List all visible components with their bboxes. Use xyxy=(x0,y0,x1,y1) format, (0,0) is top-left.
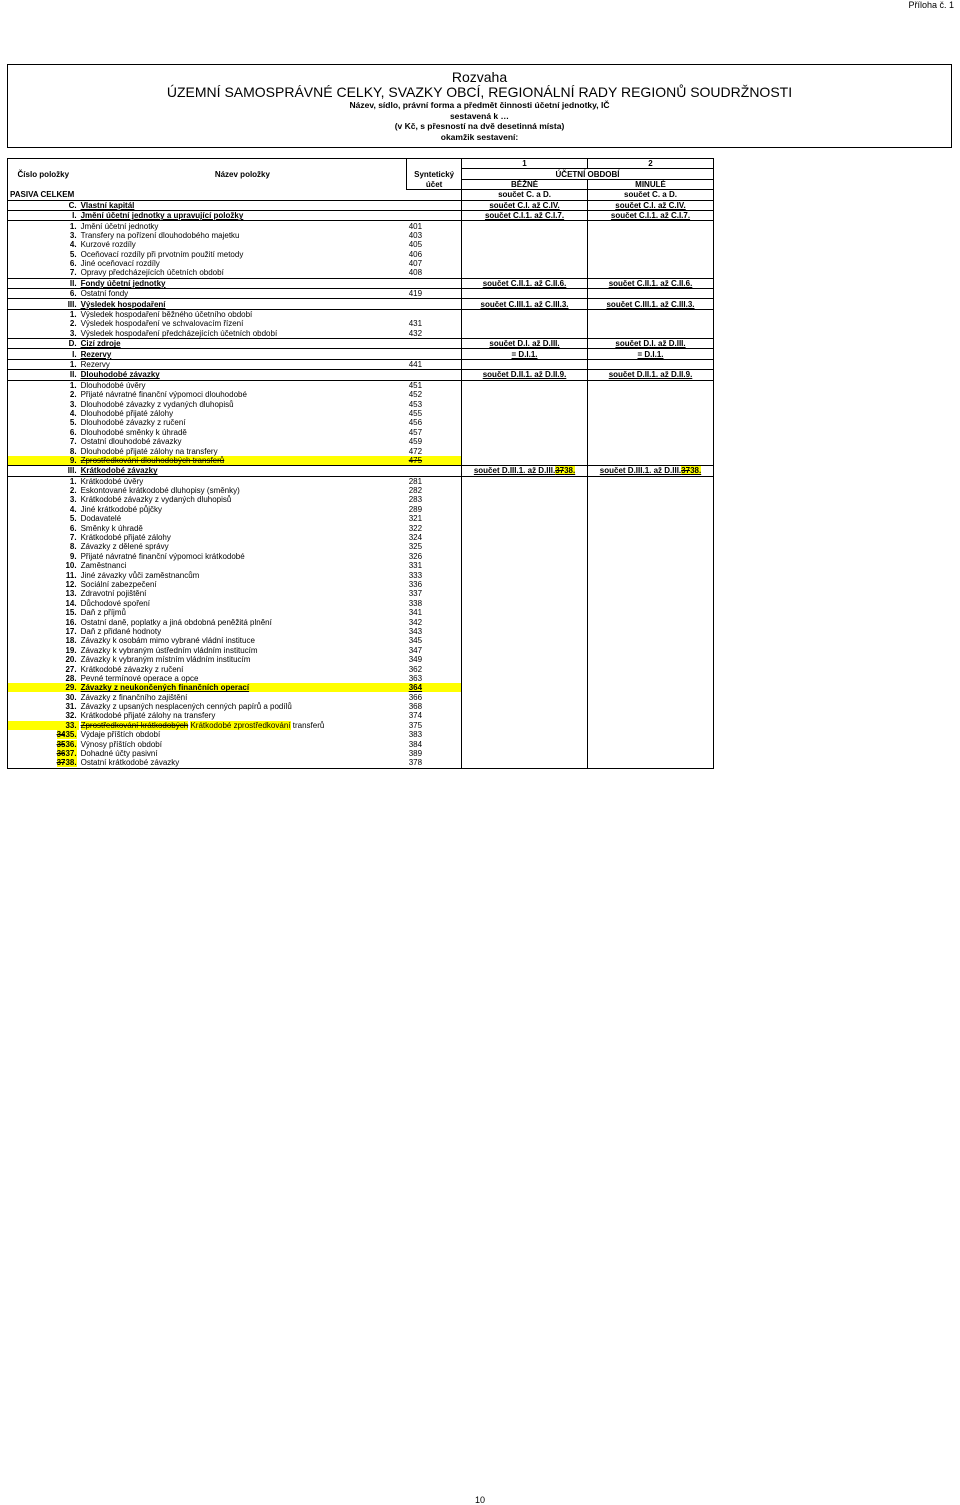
item-name: Jiné závazky vůči zaměstnancům xyxy=(80,570,200,580)
previous-period-value: součet C.I.1. až C.I.7. xyxy=(588,210,714,220)
account-number: 321 xyxy=(407,514,462,523)
account-number: 403 xyxy=(407,231,462,240)
item-number: 30. xyxy=(8,692,79,701)
account-number: 343 xyxy=(407,627,462,636)
section-row xyxy=(8,349,714,359)
item-number: II. xyxy=(8,370,79,380)
number-deleted: 37 xyxy=(56,758,66,768)
item-number: III. xyxy=(8,299,79,309)
item-number: 19. xyxy=(8,646,79,655)
item-number: 7. xyxy=(8,533,79,542)
account-number: 408 xyxy=(407,268,462,278)
item-name: Závazky k osobám mimo vybrané vládní instituce xyxy=(80,636,255,646)
item-row xyxy=(8,319,714,328)
formula-deleted: 37 xyxy=(555,466,565,476)
item-number: 6. xyxy=(8,259,79,268)
section-row xyxy=(8,466,714,476)
account-number: 455 xyxy=(407,409,462,418)
item-number: 16. xyxy=(8,617,79,626)
item-name: Krátkodobé závazky xyxy=(79,466,407,476)
item-number: 4. xyxy=(8,240,79,249)
item-row xyxy=(8,221,714,231)
item-row xyxy=(8,711,714,720)
item-name: Dlouhodobé závazky xyxy=(79,370,407,380)
item-name: Dlouhodobé závazky z vydaných dluhopisů xyxy=(80,399,234,409)
item-name: Jiné krátkodobé půjčky xyxy=(80,504,162,514)
account-number: 457 xyxy=(407,428,462,437)
item-row xyxy=(8,231,714,240)
item-row xyxy=(8,552,714,561)
item-row xyxy=(8,456,714,466)
item-name: Závazky k vybraným ústředním vládním institucím xyxy=(80,645,258,655)
item-number: 10. xyxy=(8,561,79,570)
account-number: 406 xyxy=(407,250,462,259)
item-number: 4. xyxy=(8,409,79,418)
item-number: 3. xyxy=(8,231,79,240)
current-period-value xyxy=(462,466,588,476)
name-rest: transferů xyxy=(292,720,325,730)
formula-inserted: 38. xyxy=(564,466,576,476)
number-deleted: 36 xyxy=(56,749,66,759)
compiled-as-of: sestavená k … xyxy=(449,110,510,121)
item-number: 3. xyxy=(8,329,79,339)
item-row xyxy=(8,446,714,455)
number-inserted: 35. xyxy=(65,730,77,740)
currency-note: (v Kč, s přesností na dvě desetinná místa) xyxy=(394,121,565,131)
item-number: 3. xyxy=(8,495,79,504)
account-number: 281 xyxy=(407,476,462,486)
item-row xyxy=(8,674,714,683)
item-number: 3. xyxy=(8,399,79,408)
item-name: Výsledek hospodaření xyxy=(79,299,407,309)
item-name: Dlouhodobé přijaté zálohy na transfery xyxy=(80,446,218,456)
item-name: Jmění účetní jednotky a upravující položky xyxy=(79,210,407,220)
item-name: Výdaje příštích období xyxy=(80,730,161,740)
account-number: 322 xyxy=(407,523,462,532)
totals-previous: součet C. a D. xyxy=(588,190,714,200)
item-name: Krátkodobé přijaté zálohy na transfery xyxy=(80,711,216,721)
account-number: 378 xyxy=(407,758,462,768)
item-number: 6. xyxy=(8,428,79,437)
previous-period-value: součet D.I. až D.III. xyxy=(588,339,714,349)
section-row xyxy=(8,370,714,380)
account-number: 475 xyxy=(407,456,462,466)
header-row-numbers xyxy=(8,159,714,169)
current-period-value: součet C.I.1. až C.I.7. xyxy=(462,210,588,220)
item-number: 1. xyxy=(8,309,79,319)
item-number xyxy=(8,758,79,768)
formula-deleted: 37 xyxy=(681,466,691,476)
account-number: 326 xyxy=(407,552,462,561)
item-row xyxy=(8,289,714,299)
item-name: Závazky z upsaných nesplacených cenných papírů a podílů xyxy=(80,702,292,712)
current-period-value: = D.I.1. xyxy=(462,349,588,359)
section-row xyxy=(8,299,714,309)
item-number: 2. xyxy=(8,319,79,328)
account-number: 362 xyxy=(407,664,462,673)
item-row xyxy=(8,428,714,437)
item-name: Vlastní kapitál xyxy=(79,200,407,210)
account-number: 419 xyxy=(407,289,462,299)
item-name: Transfery na pořízení dlouhodobého majetku xyxy=(80,230,240,240)
account-number: 374 xyxy=(407,711,462,720)
item-row xyxy=(8,570,714,579)
item-name: Zaměstnanci xyxy=(80,561,127,571)
item-number: 6. xyxy=(8,289,79,299)
item-name: Sociální zabezpečení xyxy=(80,579,157,589)
item-name: Dlouhodobé úvěry xyxy=(80,380,146,390)
item-number: 20. xyxy=(8,655,79,664)
account-number: 289 xyxy=(407,505,462,514)
item-number xyxy=(8,749,79,758)
account-number: 331 xyxy=(407,561,462,570)
item-row xyxy=(8,390,714,399)
item-number: 18. xyxy=(8,636,79,645)
item-number: 1. xyxy=(8,221,79,231)
item-name: Zdravotní pojištění xyxy=(80,589,147,599)
header-col-1: 1 xyxy=(462,159,588,169)
account-number: 368 xyxy=(407,702,462,711)
number-deleted: 35 xyxy=(56,739,66,749)
item-row xyxy=(8,692,714,701)
header-col-2: 2 xyxy=(588,159,714,169)
item-number: 8. xyxy=(8,542,79,551)
previous-period-value: součet C.I. až C.IV. xyxy=(588,200,714,210)
header-previous: MINULÉ xyxy=(588,179,714,189)
item-number: D. xyxy=(8,339,79,349)
account-number: 459 xyxy=(407,437,462,446)
account-number: 375 xyxy=(407,721,462,730)
totals-row xyxy=(8,190,714,200)
item-number: 17. xyxy=(8,627,79,636)
item-name: Rezervy xyxy=(79,359,407,369)
account-number: 472 xyxy=(407,446,462,455)
item-name: Ostatní daně, poplatky a jiná obdobná peněžitá plnění xyxy=(80,617,272,627)
item-number xyxy=(8,730,79,739)
item-number: 12. xyxy=(8,580,79,589)
title-box xyxy=(7,64,952,148)
item-number: 9. xyxy=(8,456,79,466)
item-number: III. xyxy=(8,466,79,476)
account-number: 342 xyxy=(407,617,462,626)
item-row xyxy=(8,359,714,369)
account-number: 347 xyxy=(407,646,462,655)
account-number: 384 xyxy=(407,739,462,748)
formula-inserted: 38. xyxy=(690,466,702,476)
item-row xyxy=(8,580,714,589)
item-number: 14. xyxy=(8,599,79,608)
section-row xyxy=(8,210,714,220)
item-name: Výnosy příštích období xyxy=(80,739,162,749)
account-number: 431 xyxy=(407,319,462,328)
item-name: Výsledek hospodaření běžného účetního období xyxy=(80,310,253,320)
item-number: 5. xyxy=(8,418,79,427)
account-number: 383 xyxy=(407,730,462,739)
account-number: 325 xyxy=(407,542,462,551)
item-name: Daň z příjmů xyxy=(80,608,126,618)
item-number: 32. xyxy=(8,711,79,720)
item-name: Fondy účetní jednotky xyxy=(79,278,407,288)
item-number: 29. xyxy=(8,683,79,692)
number-inserted: 36. xyxy=(65,739,77,749)
previous-period-value: součet C.III.1. až C.III.3. xyxy=(588,299,714,309)
item-name: Cizí zdroje xyxy=(79,339,407,349)
item-number: C. xyxy=(8,200,79,210)
item-number: 8. xyxy=(8,446,79,455)
item-number: 5. xyxy=(8,514,79,523)
item-name: Dlouhodobé směnky k úhradě xyxy=(80,427,187,437)
item-number: 7. xyxy=(8,268,79,278)
item-row xyxy=(8,542,714,551)
item-number: 28. xyxy=(8,674,79,683)
item-row xyxy=(8,749,714,758)
item-number: 6. xyxy=(8,523,79,532)
previous-period-value: = D.I.1. xyxy=(588,349,714,359)
item-name: Ostatní fondy xyxy=(79,289,407,299)
item-row xyxy=(8,617,714,626)
item-name: Důchodové spoření xyxy=(80,598,150,608)
item-number: 27. xyxy=(8,664,79,673)
section-row xyxy=(8,339,714,349)
document-title: Rozvaha xyxy=(451,69,508,85)
item-number: 13. xyxy=(8,589,79,598)
item-name: Pevné termínové operace a opce xyxy=(80,673,199,683)
current-period-value: součet C.I. až C.IV. xyxy=(462,200,588,210)
item-row xyxy=(8,476,714,486)
item-row xyxy=(8,259,714,268)
item-name: Závazky z dělené správy xyxy=(80,542,169,552)
account-number: 405 xyxy=(407,240,462,249)
item-name: Dlouhodobé závazky z ručení xyxy=(80,418,186,428)
item-name: Výsledek hospodaření předcházejících účetních období xyxy=(79,329,407,339)
item-row xyxy=(8,486,714,495)
item-row xyxy=(8,309,714,319)
item-number: 1. xyxy=(8,476,79,486)
item-name: Dohadné účty pasivní xyxy=(80,749,158,759)
name-deleted: Zprostředkování krátkodobých xyxy=(80,720,189,730)
item-number: 7. xyxy=(8,437,79,446)
page-number: 10 xyxy=(474,1495,485,1505)
item-number: 2. xyxy=(8,390,79,399)
account-number: 282 xyxy=(407,486,462,495)
item-row xyxy=(8,268,714,278)
item-number: 5. xyxy=(8,250,79,259)
account-number: 283 xyxy=(407,495,462,504)
previous-period-value xyxy=(588,466,714,476)
account-number: 451 xyxy=(407,380,462,390)
item-name: Kurzové rozdíly xyxy=(80,240,136,250)
item-row xyxy=(8,329,714,339)
current-period-value: součet D.I. až D.III. xyxy=(462,339,588,349)
item-name xyxy=(79,721,407,730)
current-period-value: součet C.II.1. až C.II.6. xyxy=(462,278,588,288)
item-row xyxy=(8,409,714,418)
item-name: Zprostředkování dlouhodobých transferů xyxy=(79,456,407,466)
account-number: 345 xyxy=(407,636,462,645)
number-inserted: 38. xyxy=(65,758,77,768)
account-number: 366 xyxy=(407,692,462,701)
previous-period-value: součet D.II.1. až D.II.9. xyxy=(588,370,714,380)
item-row xyxy=(8,702,714,711)
item-name: Závazky z finančního zajištění xyxy=(80,692,188,702)
item-name: Daň z přidané hodnoty xyxy=(80,626,162,636)
balance-sheet-table xyxy=(7,158,714,769)
item-name: Eskontované krátkodobé dluhopisy (směnky) xyxy=(80,486,240,496)
item-row xyxy=(8,655,714,664)
item-row xyxy=(8,437,714,446)
header-account-l1: Syntetický xyxy=(407,169,462,179)
item-row xyxy=(8,739,714,748)
item-number: 9. xyxy=(8,552,79,561)
item-row xyxy=(8,627,714,636)
item-name: Přijaté návratné finanční výpomoci dlouhodobé xyxy=(80,390,247,400)
header-item-name: Název položky xyxy=(79,159,407,190)
item-name: Oceňovací rozdíly při prvotním použití metody xyxy=(80,249,244,259)
item-number: 11. xyxy=(8,570,79,579)
item-row xyxy=(8,380,714,390)
item-row xyxy=(8,399,714,408)
item-row xyxy=(8,514,714,523)
item-row xyxy=(8,240,714,249)
account-number: 432 xyxy=(407,329,462,339)
document-subtitle: ÚZEMNÍ SAMOSPRÁVNÉ CELKY, SVAZKY OBCÍ, REGIONÁLNÍ RADY REGIONŮ SOUDRŽNOSTI xyxy=(166,84,793,100)
account-number: 337 xyxy=(407,589,462,598)
item-number xyxy=(8,739,79,748)
name-inserted: Krátkodobé zprostředkování xyxy=(190,720,291,730)
item-row xyxy=(8,664,714,673)
account-number: 363 xyxy=(407,674,462,683)
item-row xyxy=(8,608,714,617)
account-number: 333 xyxy=(407,570,462,579)
formula-text: součet D.III.1. až D.III. xyxy=(473,466,556,476)
item-row xyxy=(8,646,714,655)
item-row xyxy=(8,523,714,532)
item-name: Přijaté návratné finanční výpomoci krátkodobé xyxy=(80,551,245,561)
item-name: Závazky k vybraným místním vládním institucím xyxy=(80,655,251,665)
previous-period-value: součet C.II.1. až C.II.6. xyxy=(588,278,714,288)
item-name: Ostatní dlouhodobé závazky xyxy=(80,437,182,447)
item-row xyxy=(8,758,714,768)
item-row xyxy=(8,250,714,259)
account-number: 453 xyxy=(407,399,462,408)
item-name: Krátkodobé závazky z ručení xyxy=(80,664,184,674)
item-number: 1. xyxy=(8,380,79,390)
item-row xyxy=(8,683,714,692)
account-number: 407 xyxy=(407,259,462,268)
item-row xyxy=(8,505,714,514)
account-number: 441 xyxy=(407,359,462,369)
number-inserted: 37. xyxy=(65,749,77,759)
account-number: 389 xyxy=(407,749,462,758)
section-row xyxy=(8,278,714,288)
item-name: Směnky k úhradě xyxy=(80,523,143,533)
header-period: ÚČETNÍ OBDOBÍ xyxy=(462,169,714,179)
header-account-l2: účet xyxy=(407,179,462,189)
account-number xyxy=(407,309,462,319)
item-name: Jiné oceňovací rozdíly xyxy=(80,259,160,269)
account-number: 401 xyxy=(407,221,462,231)
item-name: Dlouhodobé přijaté zálohy xyxy=(80,408,174,418)
section-row xyxy=(8,200,714,210)
account-number: 349 xyxy=(407,655,462,664)
item-name: Ostatní krátkodobé závazky xyxy=(79,758,407,768)
item-number: 33. xyxy=(8,721,79,730)
item-name: Závazky z neukončených finančních operací xyxy=(79,683,407,692)
account-number: 456 xyxy=(407,418,462,427)
item-number: I. xyxy=(8,349,79,359)
number-deleted: 34 xyxy=(56,730,66,740)
item-name: Opravy předcházejících účetních období xyxy=(79,268,407,278)
item-name: Krátkodobé úvěry xyxy=(80,476,144,486)
account-number: 338 xyxy=(407,599,462,608)
item-row xyxy=(8,599,714,608)
item-row xyxy=(8,589,714,598)
item-row xyxy=(8,495,714,504)
entity-info: Název, sídlo, právní forma a předmět činnosti účetní jednotky, IČ xyxy=(349,100,610,110)
item-name: Dodavatelé xyxy=(80,514,122,524)
item-number: I. xyxy=(8,210,79,220)
totals-label: PASIVA CELKEM xyxy=(8,190,407,200)
item-number: 4. xyxy=(8,505,79,514)
item-number: II. xyxy=(8,278,79,288)
item-row xyxy=(8,418,714,427)
item-name: Krátkodobé závazky z vydaných dluhopisů xyxy=(80,495,232,505)
account-number: 452 xyxy=(407,390,462,399)
item-number: 15. xyxy=(8,608,79,617)
item-name: Jmění účetní jednotky xyxy=(80,221,159,231)
compile-moment: okamžik sestavení: xyxy=(440,131,519,142)
current-period-value: součet C.III.1. až C.III.3. xyxy=(462,299,588,309)
header-current: BĚŽNÉ xyxy=(462,179,588,189)
account-number: 341 xyxy=(407,608,462,617)
item-row xyxy=(8,730,714,739)
item-name: Rezervy xyxy=(79,349,407,359)
annex-label: Příloha č. 1 xyxy=(908,0,954,10)
item-row xyxy=(8,533,714,542)
item-row xyxy=(8,721,714,730)
item-name: Výsledek hospodaření ve schvalovacím řízení xyxy=(80,319,244,329)
current-period-value: součet D.II.1. až D.II.9. xyxy=(462,370,588,380)
account-number: 336 xyxy=(407,580,462,589)
header-item-no: Číslo položky xyxy=(8,159,79,190)
item-number: 31. xyxy=(8,702,79,711)
item-row xyxy=(8,561,714,570)
account-number: 364 xyxy=(407,683,462,692)
formula-text: součet D.III.1. až D.III. xyxy=(599,466,682,476)
item-number: 1. xyxy=(8,359,79,369)
item-row xyxy=(8,636,714,645)
account-number: 324 xyxy=(407,533,462,542)
item-number: 2. xyxy=(8,486,79,495)
totals-current: součet C. a D. xyxy=(462,190,588,200)
item-name: Krátkodobé přijaté zálohy xyxy=(80,533,171,543)
